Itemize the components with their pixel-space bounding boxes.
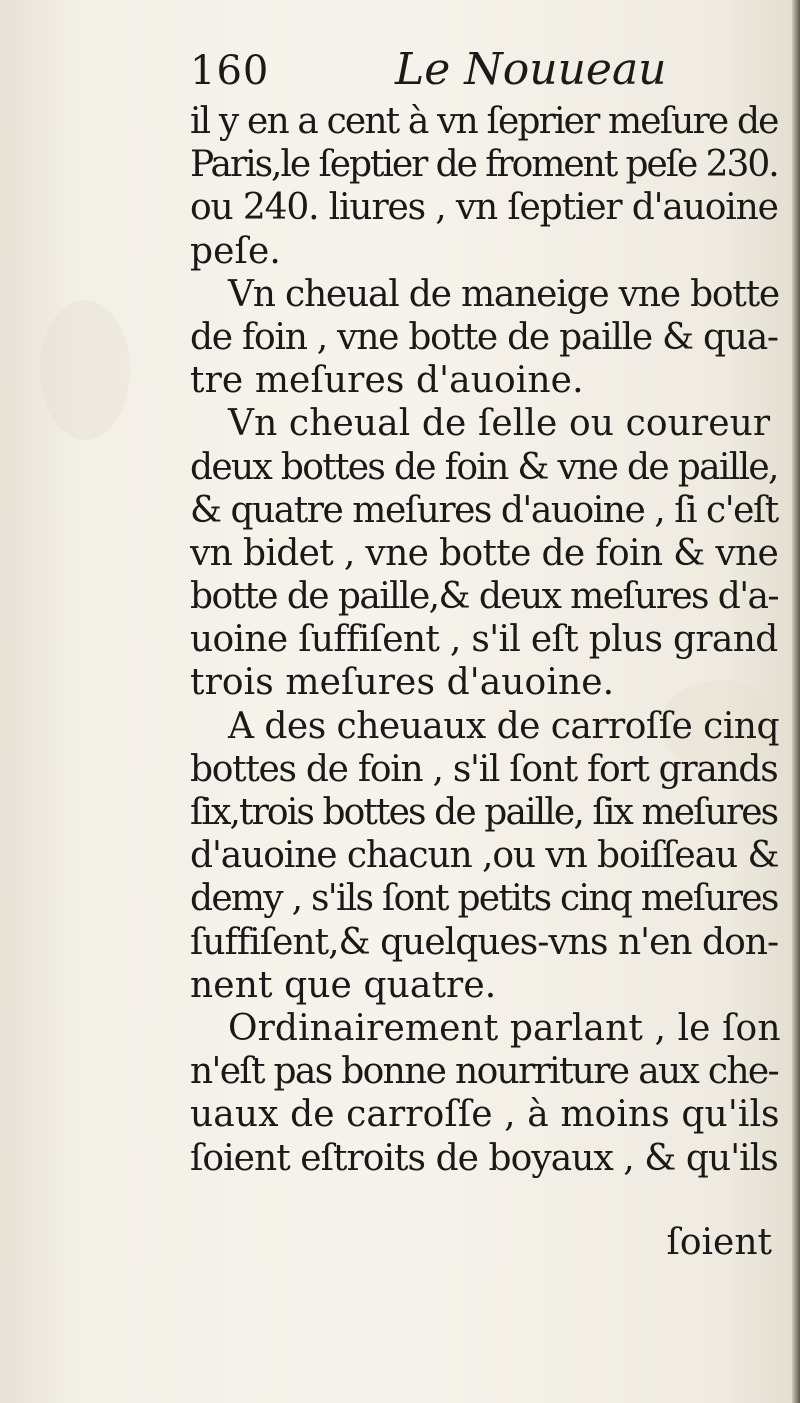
text-line: peſe. <box>190 230 281 272</box>
paragraph-start-line: Ordinairement parlant , le ſon <box>228 1007 781 1049</box>
text-line: ſix,trois bottes de paille, ſix meſures <box>190 792 778 833</box>
paragraph-start-line: Vn cheual de maneige vne botte <box>228 273 779 315</box>
running-title: Le Nouueau <box>395 44 667 95</box>
text-line: nent que quatre. <box>190 964 497 1006</box>
text-line: demy , s'ils ſont petits cinq meſures <box>190 878 778 920</box>
page-header <box>190 40 780 100</box>
paragraph-start-line: A des cheuaux de carroſſe cinq <box>228 705 779 747</box>
text-line: deux bottes de foin & vne de paille, <box>190 446 778 488</box>
text-line: d'auoine chacun ,ou vn boiſſeau & <box>190 835 779 877</box>
text-line: ſoient eſtroits de boyaux , & qu'ils <box>190 1137 778 1179</box>
text-line: trois meſures d'auoine. <box>190 662 615 704</box>
text-line: bottes de foin , s'il ſont fort grands <box>190 748 778 790</box>
text-line: Paris,le ſeptier de froment peſe 230. <box>190 144 778 186</box>
catchword: ſoient <box>666 1222 772 1263</box>
text-line: n'eſt pas bonne nourriture aux che- <box>190 1051 778 1093</box>
page-edge-shadow <box>792 0 800 1403</box>
paper-stain <box>40 300 130 440</box>
page-number: 160 <box>190 48 270 94</box>
body-text <box>190 100 785 1180</box>
text-line: ſuffiſent,& quelques-vns n'en don- <box>190 921 779 963</box>
text-line: ou 240. liures , vn ſeptier d'auoine <box>190 187 778 229</box>
text-line: uoine ſuffiſent , s'il eſt plus grand <box>190 619 778 661</box>
text-line: uaux de carroſſe , à moins qu'ils <box>190 1094 780 1136</box>
text-line: & quatre meſures d'auoine , ſi c'eſt <box>190 489 778 531</box>
text-line: de foin , vne botte de paille & qua- <box>190 316 778 358</box>
text-line: tre meſures d'auoine. <box>190 360 584 402</box>
paragraph-start-line: Vn cheual de ſelle ou coureur <box>228 403 771 445</box>
text-line: vn bidet , vne botte de foin & vne <box>190 532 779 574</box>
text-line: il y en a cent à vn ſeprier meſure de <box>190 101 778 142</box>
text-line: botte de paille,& deux meſures d'a- <box>190 576 778 618</box>
